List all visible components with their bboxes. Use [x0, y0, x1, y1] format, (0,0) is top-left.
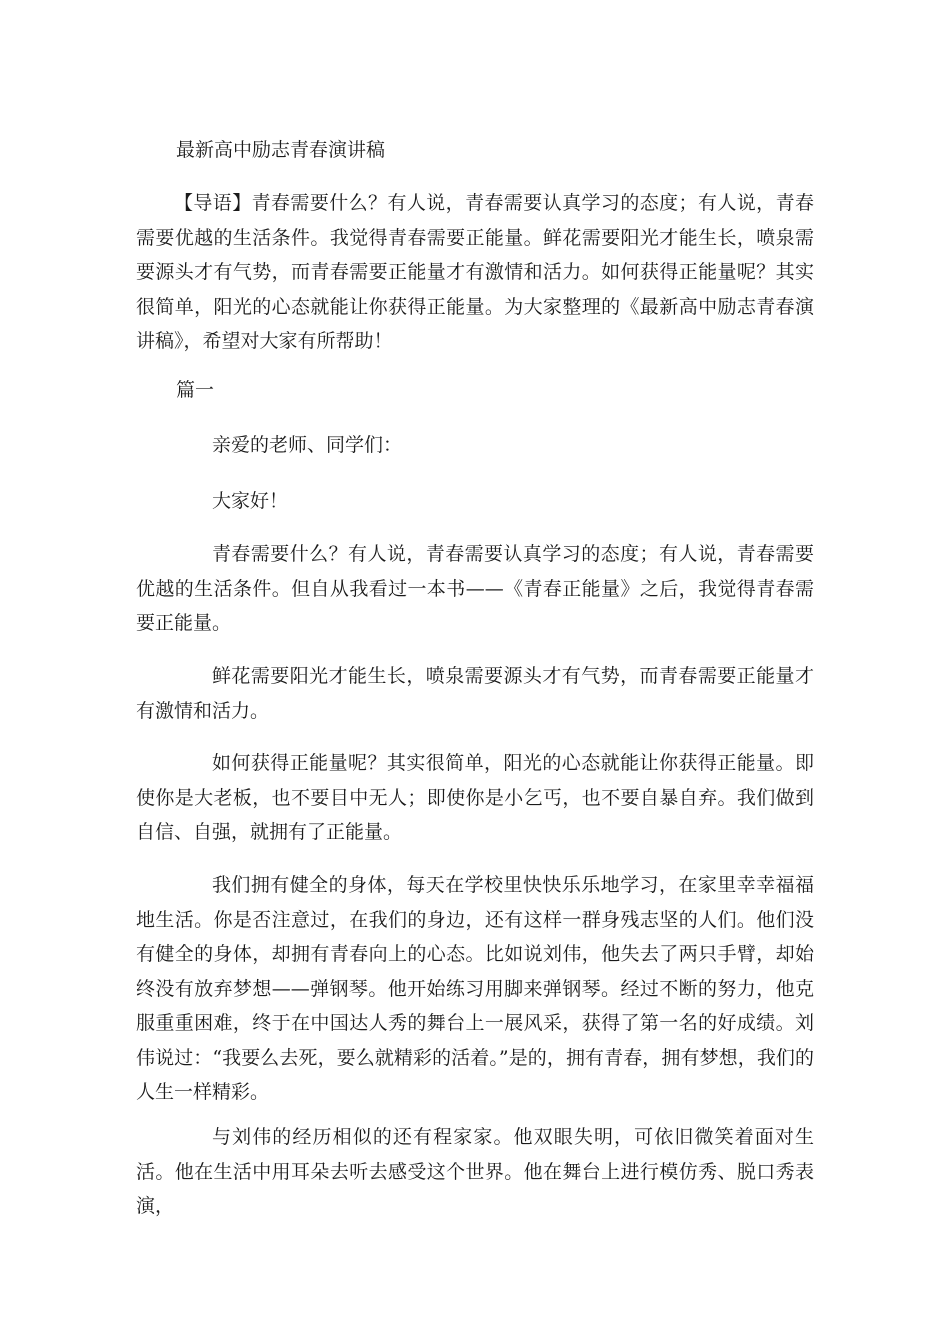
body-paragraph: 与刘伟的经历相似的还有程家家。他双眼失明，可依旧微笑着面对生活。他在生活中用耳朵去听去感受这个世界。他在舞台上进行模仿秀、脱口秀表演，	[136, 1126, 814, 1217]
document-title: 最新高中励志青春演讲稿	[176, 139, 386, 161]
body-paragraph: 鲜花需要阳光才能生长，喷泉需要源头才有气势，而青春需要正能量才有激情和活力。	[136, 665, 814, 722]
section-label: 篇一	[176, 379, 215, 401]
body-paragraph: 青春需要什么？有人说，青春需要认真学习的态度；有人说，青春需要优越的生活条件。但自从我看过一本书——《青春正能量》之后，我觉得青春需要正能量。	[136, 543, 814, 634]
body-paragraph: 我们拥有健全的身体，每天在学校里快快乐乐地学习，在家里幸幸福福地生活。你是否注意过，在我们的身边，还有这样一群身残志坚的人们。他们没有健全的身体，却拥有青春向上的心态。比如说刘伟，他失去了两只手臂，却始终没有放弃梦想——弹钢琴。他开始练习用脚来弹钢琴。经过不断的努力，他克服重重困难，终于在中国达人秀的舞台上一展风采，获得了第一名的好成绩。刘伟说过：“我要么去死，要么就精彩的活着。”是的，拥有青春，拥有梦想，我们的人生一样精彩。	[136, 874, 814, 1103]
salutation: 亲爱的老师、同学们：	[212, 434, 403, 456]
body-paragraph: 如何获得正能量呢？其实很简单，阳光的心态就能让你获得正能量。即使你是大老板，也不要目中无人；即使你是小乞丐，也不要自暴自弃。我们做到自信、自强，就拥有了正能量。	[136, 752, 814, 843]
intro-paragraph: 【导语】青春需要什么？有人说，青春需要认真学习的态度；有人说，青春需要优越的生活条件。我觉得青春需要正能量。鲜花需要阳光才能生长，喷泉需要源头才有气势，而青春需要正能量才有激情和活力。如何获得正能量呢？其实很简单，阳光的心态就能让你获得正能量。为大家整理的《最新高中励志青春演讲稿》，希望对大家有所帮助！	[136, 192, 814, 352]
greeting: 大家好！	[212, 490, 289, 512]
